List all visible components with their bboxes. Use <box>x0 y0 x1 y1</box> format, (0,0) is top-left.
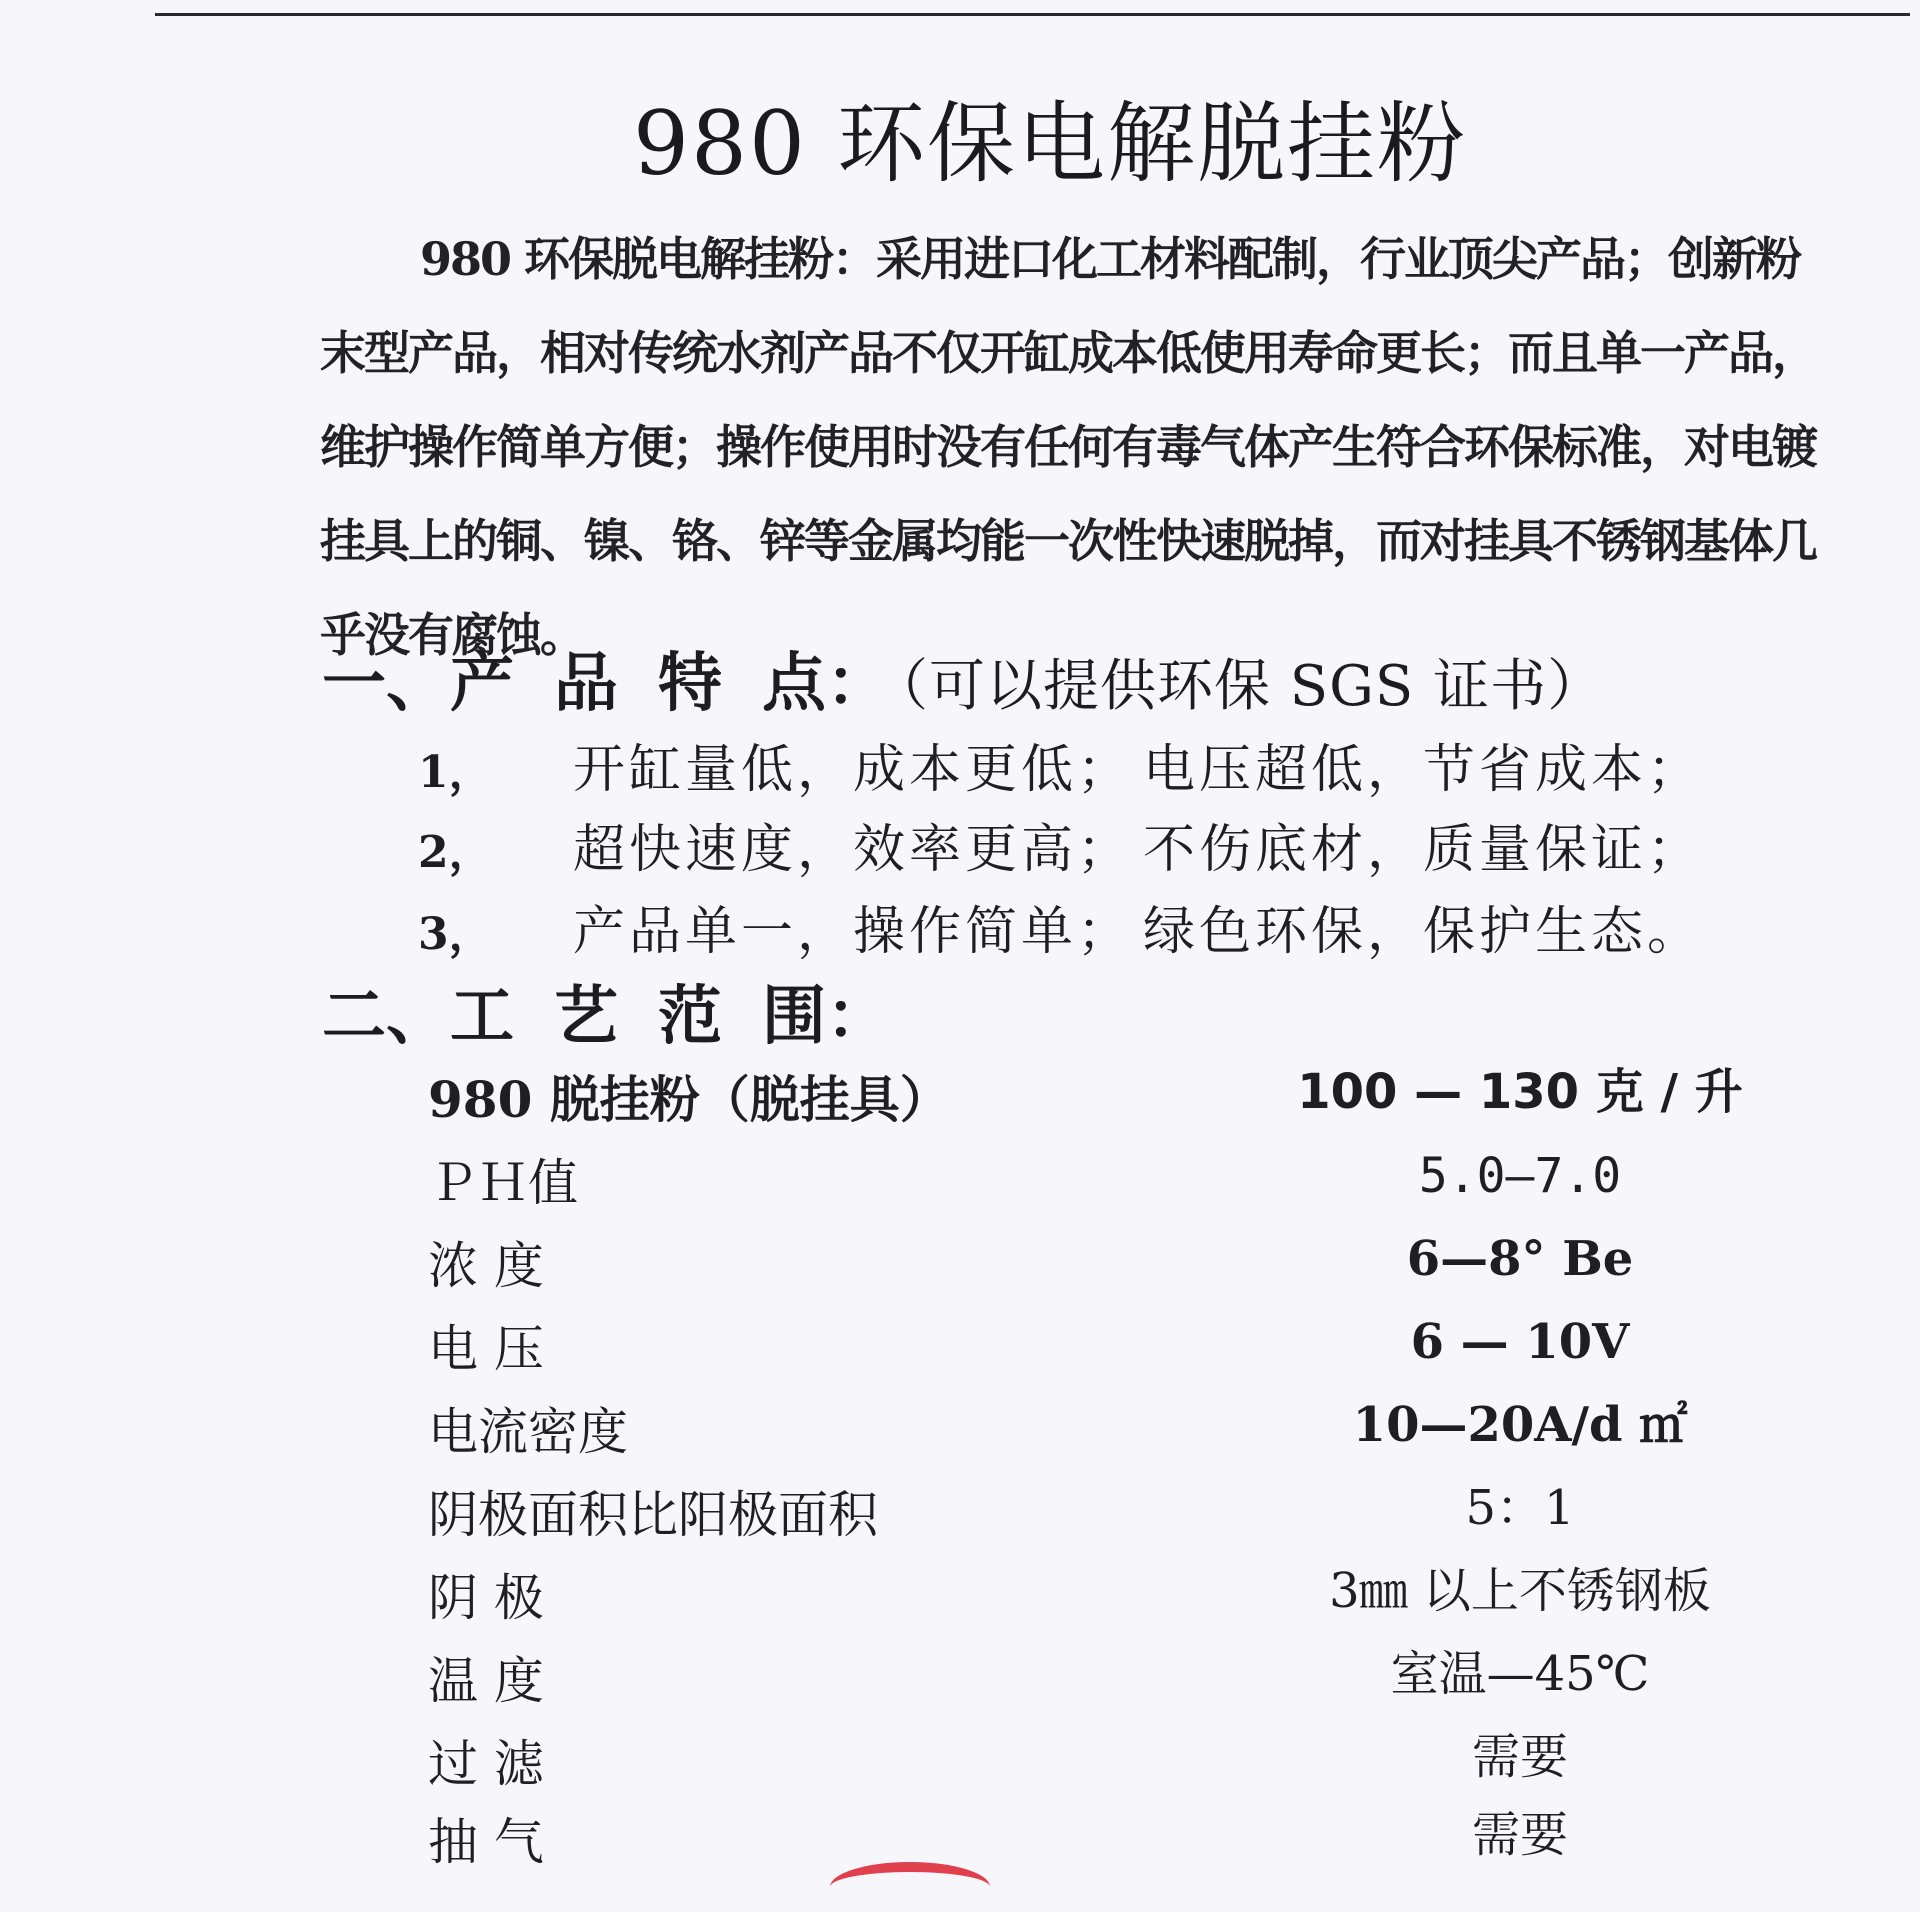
heading-char: 工 <box>450 979 554 1054</box>
heading-char: 品 <box>554 646 658 721</box>
heading-char: 产 <box>450 646 554 721</box>
param-value: 5：1 <box>1465 1480 1575 1536</box>
param-value: 6—8° Be <box>1406 1231 1634 1287</box>
heading-char: 围 <box>762 979 826 1054</box>
feature-text-a: 开缸量低，成本更低； <box>573 740 1134 800</box>
feature-text-a: 产品单一，操作简单； <box>573 902 1134 962</box>
param-label: 980 脱挂粉（脱挂具） <box>428 1070 950 1129</box>
top-rule <box>155 13 1910 16</box>
heading-char: 特 <box>658 646 762 721</box>
feature-item <box>418 735 1703 805</box>
param-label: 阴 极 <box>428 1569 544 1627</box>
page-title: 980 环保电解脱挂粉 <box>633 92 1467 195</box>
param-label: ＰＨ值 <box>428 1154 578 1212</box>
param-value: 6 — 10V <box>1410 1314 1630 1370</box>
feature-text-b: 电压超低，节省成本； <box>1143 740 1704 800</box>
param-label: 抽 气 <box>428 1813 544 1871</box>
red-stamp-fragment <box>830 1862 990 1912</box>
param-value: 需要 <box>1471 1807 1568 1863</box>
heading-char: 点 <box>762 646 826 721</box>
param-value: 3㎜ 以上不锈钢板 <box>1329 1563 1711 1619</box>
param-value: 需要 <box>1471 1729 1568 1785</box>
heading-char: 范 <box>658 979 762 1054</box>
param-label: 温 度 <box>428 1652 544 1710</box>
param-label: 阴极面积比阳极面积 <box>428 1486 878 1544</box>
section-prefix: 一、 <box>322 646 450 721</box>
feature-item <box>418 815 1703 885</box>
param-label: 浓 度 <box>428 1237 544 1295</box>
feature-number: 1， <box>418 747 493 798</box>
feature-text-a: 超快速度，效率更高； <box>573 820 1134 880</box>
section-heading-features <box>322 646 1605 721</box>
param-value: 室温—45℃ <box>1390 1646 1650 1702</box>
certificate-note: （可以提供环保 SGS 证书） <box>900 654 1605 719</box>
heading-char: 艺 <box>554 979 658 1054</box>
feature-item <box>418 897 1703 967</box>
intro-paragraph: 980 环保脱电解挂粉：采用进口化工材料配制，行业顶尖产品；创新粉末型产品，相对传统水剂产品不仅开缸成本低使用寿命更长；而且单一产品，维护操作简单方便；操作使用时没有任何有毒气体产生符合环保标准，对电镀挂具上的铜、镍、铬、锌等金属均能一次性快速脱掉，而对挂具不锈钢基体几乎没有腐蚀。 <box>320 232 1816 662</box>
param-label: 过 滤 <box>428 1735 544 1793</box>
section-heading-process <box>322 979 890 1054</box>
section-prefix: 二、 <box>322 979 450 1054</box>
section-colon: ： <box>826 979 890 1054</box>
param-value: 10—20A/d ㎡ <box>1352 1397 1688 1453</box>
section-colon: ： <box>826 646 890 721</box>
param-label: 电 压 <box>428 1320 544 1378</box>
feature-text-b: 绿色环保，保护生态。 <box>1143 902 1704 962</box>
param-value: 5.0—7.0 <box>1418 1148 1622 1204</box>
feature-number: 3， <box>418 909 493 960</box>
param-label: 电流密度 <box>428 1403 628 1461</box>
feature-text-b: 不伤底材，质量保证； <box>1143 820 1704 880</box>
param-value: 100 — 130 克 / 升 <box>1297 1064 1743 1120</box>
feature-number: 2， <box>418 827 493 878</box>
